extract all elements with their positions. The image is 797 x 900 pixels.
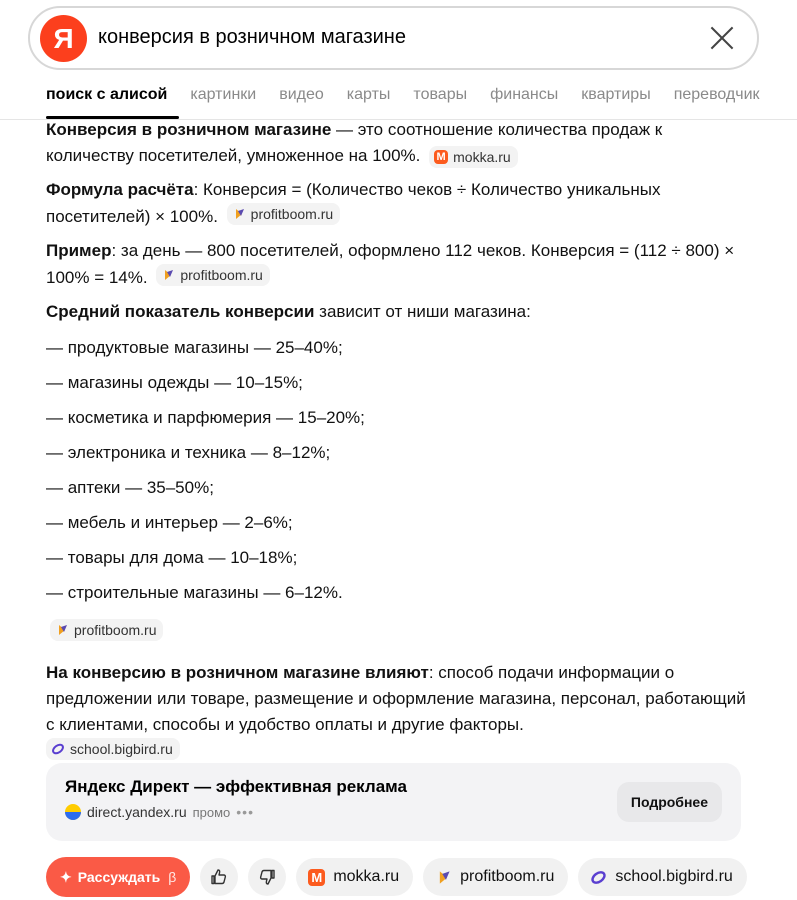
thumbs-up-icon[interactable]: [200, 858, 238, 896]
answer-text: зависит от ниши магазина:: [314, 302, 531, 321]
bigbird-icon: [590, 869, 607, 886]
profitboom-icon: [55, 623, 69, 637]
answer-text: — это соотношение количества продаж к количеству посетителей, умноженное на 100%.: [46, 120, 663, 165]
bigbird-icon: [51, 742, 65, 756]
beta-badge: β: [168, 869, 177, 885]
answer-term: Пример: [46, 241, 112, 260]
tab-translator[interactable]: переводчик: [673, 86, 760, 103]
tab-images[interactable]: картинки: [190, 86, 257, 103]
mokka-icon: M: [308, 869, 325, 886]
sparkle-icon: ✦: [60, 868, 72, 885]
source-label: mokka.ru: [453, 149, 511, 165]
list-item: — продуктовые магазины — 25–40%;: [46, 338, 343, 357]
niche-list: [46, 335, 746, 615]
list-item: — магазины одежды — 10–15%;: [46, 373, 303, 392]
list-item: — товары для дома — 10–18%;: [46, 548, 298, 567]
source-pill-label: mokka.ru: [333, 868, 400, 885]
reason-label: Рассуждать: [77, 869, 161, 885]
source-pill[interactable]: [296, 858, 413, 896]
promo-more-button[interactable]: Подробнее: [617, 782, 722, 822]
tab-products[interactable]: товары: [413, 86, 468, 103]
answer-paragraph: [46, 299, 746, 325]
source-chip[interactable]: [156, 264, 269, 286]
list-item: — аптеки — 35–50%;: [46, 478, 214, 497]
thumbs-down-icon[interactable]: [248, 858, 286, 896]
promo-title[interactable]: Яндекс Директ — эффективная реклама: [65, 777, 407, 796]
answer-text: : за день — 800 посетителей, оформлено 112 чеков. Конверсия = (112 ÷ 800) × 100% = 14%.: [46, 241, 735, 287]
tab-video[interactable]: видео: [279, 86, 324, 103]
source-chip[interactable]: [227, 203, 340, 225]
source-label: school.bigbird.ru: [70, 741, 173, 757]
mokka-icon: M: [434, 150, 448, 164]
list-item: — мебель и интерьер — 2–6%;: [46, 513, 293, 532]
promo-card[interactable]: [46, 763, 741, 841]
tab-maps[interactable]: карты: [346, 86, 391, 103]
promo-domain[interactable]: direct.yandex.ru: [87, 804, 187, 820]
search-bar[interactable]: [28, 6, 759, 70]
answer-content: [46, 117, 746, 773]
profitboom-icon: [435, 869, 452, 886]
profitboom-icon: [232, 207, 246, 221]
list-source: [46, 619, 746, 646]
tab-realty[interactable]: квартиры: [581, 86, 651, 103]
search-tabs: [46, 84, 783, 116]
source-pill-label: school.bigbird.ru: [615, 868, 733, 885]
answer-term: На конверсию в розничном магазине влияют: [46, 663, 429, 682]
list-item: — электроника и техника — 8–12%;: [46, 443, 331, 462]
source-chip[interactable]: [46, 738, 180, 760]
source-chip[interactable]: [429, 146, 518, 168]
close-icon[interactable]: [709, 25, 735, 51]
answer-actions: [46, 857, 747, 897]
list-item: — косметика и парфюмерия — 15–20%;: [46, 408, 365, 427]
answer-paragraph: [46, 117, 746, 169]
tab-finance[interactable]: финансы: [490, 86, 559, 103]
search-input[interactable]: [98, 26, 658, 49]
source-label: profitboom.ru: [180, 267, 263, 283]
profitboom-icon: [161, 268, 175, 282]
answer-paragraph: [46, 177, 746, 230]
tab-alice-search[interactable]: поиск с алисой: [46, 86, 168, 103]
answer-paragraph: [46, 238, 746, 291]
answer-term: Средний показатель конверсии: [46, 302, 315, 321]
yandex-logo-icon[interactable]: Я: [40, 15, 87, 62]
more-options-icon[interactable]: •••: [236, 804, 254, 820]
yandex-direct-icon: [65, 804, 81, 820]
answer-text: : способ подачи информации о предложении или товаре, размещение и оформление магазина, персонал, работающий с клиентами, способы и удобство оплаты и другие факторы.: [46, 663, 746, 734]
reason-button[interactable]: [46, 857, 190, 897]
answer-term: Формула расчёта: [46, 180, 194, 199]
answer-paragraph: [46, 660, 746, 765]
source-pill-label: profitboom.ru: [460, 868, 555, 885]
answer-text: : Конверсия = (Количество чеков ÷ Количество уникальных посетителей) × 100%.: [46, 180, 661, 226]
promo-tag: промо: [192, 804, 231, 820]
answer-term: Конверсия в розничном магазине: [46, 120, 332, 139]
promo-source: [65, 804, 254, 820]
source-pill[interactable]: [578, 858, 746, 896]
source-label: profitboom.ru: [250, 206, 334, 222]
source-label: profitboom.ru: [74, 622, 157, 638]
source-pill[interactable]: [423, 858, 568, 896]
list-item: — строительные магазины — 6–12%.: [46, 583, 343, 602]
source-chip[interactable]: [50, 619, 163, 641]
